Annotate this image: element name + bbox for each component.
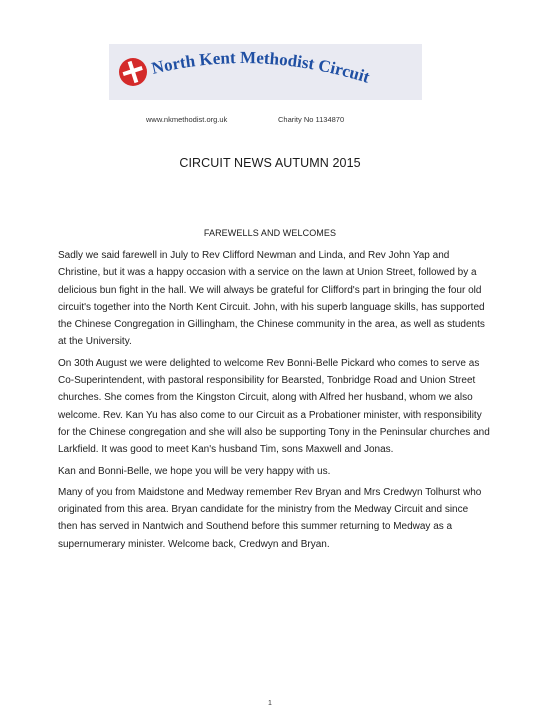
article-body — [58, 247, 490, 557]
methodist-cross-and-flame-icon — [109, 44, 422, 100]
page-title: CIRCUIT NEWS AUTUMN 2015 — [179, 156, 361, 170]
paragraph-welcome-ministers: On 30th August we were delighted to welcome Rev Bonni-Belle Pickard who comes to serve as Co-Superintendent, with pastoral responsibility for Bearsted, Tonbridge Road and Union Street churches. She comes from the Kingston Circuit, along with Alfred her husband, whom we also welcome. Rev. Kan Yu has also come to our Circuit as a Probationer minister, with responsibility for the Chinese congregation and she will also be supporting Tony in the Peninsular churches and Larkfield. It was good to meet Kan's husband Tim, sons Maxwell and Jonas. — [58, 357, 490, 456]
paragraph-welcome-note: Kan and Bonni-Belle, we hope you will be very happy with us. — [58, 465, 331, 477]
logo-text: North Kent Methodist Circuit — [149, 48, 373, 87]
circuit-logo — [109, 44, 422, 100]
svg-text:North Kent Methodist Circuit — [150, 48, 373, 87]
website-link[interactable]: www.nkmethodist.org.uk — [146, 115, 228, 124]
paragraph-farewells: Sadly we said farewell in July to Rev Clifford Newman and Linda, and Rev John Yap and Christine, but it was a happy occasion with a service on the lawn at Union Street, followed by a delicious bun fight in the hall. We will always be grateful for Clifford's part in bringing the four old circuit's together into the North Kent Circuit. John, with his superb language skills, has supported the Chinese Congregation in Gillingham, the Chinese community in the area, as well as students at the University. — [58, 250, 485, 348]
charity-number: Charity No 1134870 — [278, 115, 345, 124]
section-heading: FAREWELLS AND WELCOMES — [203, 228, 337, 238]
page-number: 1 — [268, 700, 272, 707]
paragraph-returning-minister: Many of you from Maidstone and Medway remember Rev Bryan and Mrs Credwyn Tolhurst who originated from this area. Bryan candidate for the ministry from the Medway Circuit and since then has served in Nantwich and Southend before this summer returning to Medway as a supernumerary minister. Welcome back, Credwyn and Bryan. — [58, 486, 482, 550]
